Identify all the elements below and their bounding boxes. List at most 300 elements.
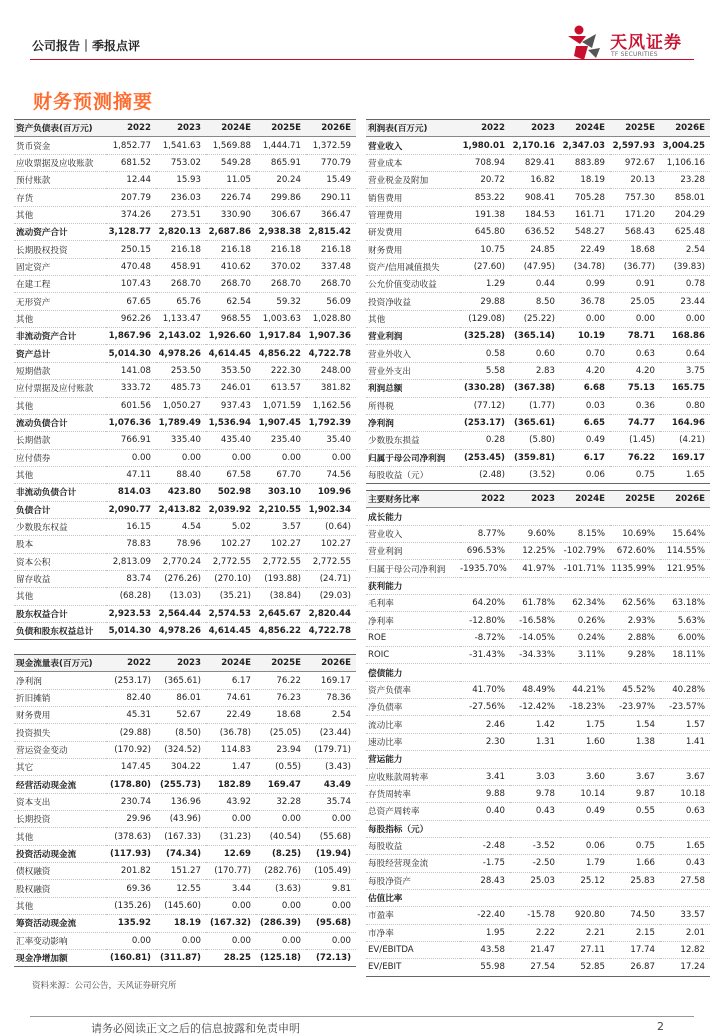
row-label: 资产负债率 <box>366 681 460 698</box>
cell-value: 2,090.77 <box>106 501 156 518</box>
cell-value: 65.76 <box>156 293 206 310</box>
cell-value: 410.62 <box>206 258 256 275</box>
page-title: 财务预测摘要 <box>33 91 154 113</box>
data-source-note: 资料来源：公司公告，天风证券研究所 <box>32 981 177 991</box>
cell-value: -1.75 <box>460 855 510 872</box>
cell-value: 1.54 <box>610 716 660 733</box>
cell-value: 136.96 <box>156 793 206 810</box>
cell-value: 86.01 <box>156 689 206 706</box>
cell-value: 23.44 <box>660 293 710 310</box>
row-label: 营业成本 <box>366 154 460 171</box>
cell-value: 62.56% <box>610 595 660 612</box>
table-row <box>366 137 710 154</box>
row-label: 净利率 <box>366 612 460 629</box>
cell-value: 708.94 <box>460 154 510 171</box>
cell-value: 299.86 <box>256 189 306 206</box>
row-label: 非流动负债合计 <box>14 484 106 501</box>
cell-value: 2.22 <box>510 924 560 941</box>
cell-value: 883.89 <box>560 154 610 171</box>
cell-value: 273.51 <box>156 206 206 223</box>
cell-value: (34.78) <box>560 258 610 275</box>
table-row <box>366 310 710 327</box>
cell-value: 2.21 <box>560 924 610 941</box>
cell-value <box>610 664 660 681</box>
table-row <box>14 466 356 483</box>
cell-value: 549.28 <box>206 154 256 171</box>
cell-value: 1,792.39 <box>306 414 356 431</box>
table-row <box>14 206 356 223</box>
cell-value: -101.71% <box>560 560 610 577</box>
cell-value: 11.05 <box>206 172 256 189</box>
table-row <box>366 595 710 612</box>
cell-value: (117.93) <box>106 845 156 862</box>
cell-value: 3.60 <box>560 768 610 785</box>
cell-value: 0.91 <box>610 276 660 293</box>
cell-value: 423.80 <box>156 484 206 501</box>
cell-value: 10.14 <box>560 785 610 802</box>
row-label: 销售费用 <box>366 189 460 206</box>
cell-value: 43.58 <box>460 941 510 958</box>
cell-value: 204.29 <box>660 206 710 223</box>
table-row <box>14 154 356 171</box>
row-label: 股东权益合计 <box>14 605 106 622</box>
table-row <box>366 699 710 716</box>
cell-value: 962.26 <box>106 310 156 327</box>
cell-value: 35.40 <box>306 432 356 449</box>
cell-value: (1.45) <box>610 432 660 449</box>
cell-value: (160.81) <box>106 949 156 966</box>
cell-value: 29.96 <box>106 811 156 828</box>
cell-value: 3.11% <box>560 647 610 664</box>
cell-value: 5,014.30 <box>106 622 156 639</box>
cell-value: 9.60% <box>510 525 560 542</box>
row-label: 资产/信用减值损失 <box>366 258 460 275</box>
cell-value: 2.46 <box>460 716 510 733</box>
cell-value: 43.49 <box>306 776 356 793</box>
cell-value: 83.74 <box>106 570 156 587</box>
cell-value: 45.52% <box>610 681 660 698</box>
table-row <box>14 224 356 241</box>
row-label: EV/EBIT <box>366 959 460 976</box>
row-label: 少数股东权益 <box>14 518 106 535</box>
cell-value: 107.43 <box>106 276 156 293</box>
cell-value: 10.75 <box>460 241 510 258</box>
row-label: 归属于母公司净利润 <box>366 449 460 466</box>
cell-value: 0.43 <box>510 803 560 820</box>
row-label: 每股净资产 <box>366 872 460 889</box>
table-row <box>366 508 710 525</box>
cell-value: 1.60 <box>560 733 610 750</box>
cell-value: 672.60% <box>610 543 660 560</box>
cell-value: (38.84) <box>256 588 306 605</box>
row-label: 筹资活动现金流 <box>14 915 106 932</box>
cell-value: -22.40 <box>460 907 510 924</box>
row-label: 偿债能力 <box>366 664 460 681</box>
cell-value: 16.15 <box>106 518 156 535</box>
cell-value: (253.17) <box>460 414 510 431</box>
cell-value: 25.03 <box>510 872 560 889</box>
cell-value: 1,569.88 <box>206 137 256 154</box>
cell-value: 0.58 <box>460 345 510 362</box>
cell-value: (13.03) <box>156 588 206 605</box>
cell-value: 458.91 <box>156 258 206 275</box>
cell-value: 1,444.71 <box>256 137 306 154</box>
column-header: 2026E <box>306 655 356 672</box>
table-title: 资产负债表(百万元) <box>14 120 106 137</box>
table-row <box>14 484 356 501</box>
cell-value: 48.49% <box>510 681 560 698</box>
cell-value: (125.18) <box>256 949 306 966</box>
cell-value <box>460 889 510 906</box>
cell-value: -31.43% <box>460 647 510 664</box>
table-row <box>14 258 356 275</box>
table-row <box>366 803 710 820</box>
table-row <box>366 560 710 577</box>
cell-value: 370.02 <box>256 258 306 275</box>
table-row <box>366 449 710 466</box>
cell-value: 67.58 <box>206 466 256 483</box>
cell-value: (367.38) <box>510 380 560 397</box>
cell-value: (0.64) <box>306 518 356 535</box>
cell-value: 74.56 <box>306 466 356 483</box>
cell-value: 2,772.55 <box>206 553 256 570</box>
cell-value: 0.00 <box>560 310 610 327</box>
cell-value: 78.83 <box>106 536 156 553</box>
row-label: 市净率 <box>366 924 460 941</box>
cell-value: 222.30 <box>256 362 306 379</box>
cell-value: 2,820.13 <box>156 224 206 241</box>
cell-value: 169.17 <box>660 449 710 466</box>
table-row <box>366 681 710 698</box>
table-row <box>14 793 356 810</box>
page-number: 2 <box>657 1020 664 1033</box>
cell-value <box>510 664 560 681</box>
cell-value: 6.17 <box>206 672 256 689</box>
table-row <box>366 855 710 872</box>
cell-value: 74.61 <box>206 689 256 706</box>
cell-value: 20.13 <box>610 172 660 189</box>
cell-value: 2,170.16 <box>510 137 560 154</box>
cell-value: 26.87 <box>610 959 660 976</box>
column-header: 2022 <box>460 491 510 508</box>
cell-value: 2.54 <box>306 707 356 724</box>
cell-value: (282.76) <box>256 863 306 880</box>
cell-value: 0.70 <box>560 345 610 362</box>
table-row <box>14 189 356 206</box>
cell-value: 20.72 <box>460 172 510 189</box>
table-row <box>366 543 710 560</box>
cell-value <box>610 820 660 837</box>
cell-value: 3,004.25 <box>660 137 710 154</box>
cell-value: 1,372.59 <box>306 137 356 154</box>
cell-value: 59.32 <box>256 293 306 310</box>
row-label: 投资活动现金流 <box>14 845 106 862</box>
column-header: 2026E <box>660 491 710 508</box>
cell-value: 41.70% <box>460 681 510 698</box>
cell-value: (8.25) <box>256 845 306 862</box>
cell-value: 381.82 <box>306 380 356 397</box>
cell-value: 4,856.22 <box>256 345 306 362</box>
cell-value: 102.27 <box>256 536 306 553</box>
column-header: 2023 <box>156 120 206 137</box>
cell-value: 4.20 <box>610 362 660 379</box>
cell-value: 4,722.78 <box>306 622 356 639</box>
cell-value: 182.89 <box>206 776 256 793</box>
cell-value: 8.77% <box>460 525 510 542</box>
cell-value: 4.54 <box>156 518 206 535</box>
financial-ratios-table <box>366 490 710 977</box>
cell-value: 268.70 <box>206 276 256 293</box>
row-label: 少数股东损益 <box>366 432 460 449</box>
logo-text-en: TF SECURITIES <box>611 51 658 58</box>
row-label: 其他 <box>366 310 460 327</box>
table-row <box>14 605 356 622</box>
table-row <box>14 362 356 379</box>
cell-value: 4,856.22 <box>256 622 306 639</box>
cell-value: 0.26% <box>560 612 610 629</box>
cell-value: 330.90 <box>206 206 256 223</box>
cell-value: 2,645.67 <box>256 605 306 622</box>
table-row <box>14 345 356 362</box>
cell-value: 12.69 <box>206 845 256 862</box>
cell-value: 250.15 <box>106 241 156 258</box>
cell-value: 2,820.44 <box>306 605 356 622</box>
column-header: 2026E <box>306 120 356 137</box>
cell-value: (4.21) <box>660 432 710 449</box>
cell-value: 45.31 <box>106 707 156 724</box>
cell-value: 28.43 <box>460 872 510 889</box>
table-row <box>14 397 356 414</box>
cell-value: 1,926.60 <box>206 328 256 345</box>
cash-flow-table <box>14 654 356 967</box>
row-label: 长期投资 <box>14 811 106 828</box>
cell-value: 2,938.38 <box>256 224 306 241</box>
cell-value: 1.41 <box>660 733 710 750</box>
row-label: 管理费用 <box>366 206 460 223</box>
table-row <box>366 466 710 483</box>
cell-value <box>560 577 610 594</box>
cell-value: 2,815.42 <box>306 224 356 241</box>
cell-value: 766.91 <box>106 432 156 449</box>
cell-value: 2,923.53 <box>106 605 156 622</box>
cell-value: 63.18% <box>660 595 710 612</box>
cell-value: 5,014.30 <box>106 345 156 362</box>
cell-value: 0.06 <box>560 466 610 483</box>
cell-value: 22.49 <box>560 241 610 258</box>
cell-value: 0.75 <box>610 466 660 483</box>
table-row <box>366 577 710 594</box>
table-row <box>14 828 356 845</box>
cell-value: 1.75 <box>560 716 610 733</box>
cell-value: (255.73) <box>156 776 206 793</box>
cell-value: 169.17 <box>306 672 356 689</box>
cell-value: 43.92 <box>206 793 256 810</box>
cell-value: 613.57 <box>256 380 306 397</box>
cell-value: 40.28% <box>660 681 710 698</box>
table-row <box>366 837 710 854</box>
table-row <box>366 328 710 345</box>
cell-value: 0.99 <box>560 276 610 293</box>
cell-value: 1.29 <box>460 276 510 293</box>
cell-value: 25.12 <box>560 872 610 889</box>
cell-value: 52.85 <box>560 959 610 976</box>
row-label: 估值比率 <box>366 889 460 906</box>
cell-value: (253.17) <box>106 672 156 689</box>
cell-value: 568.43 <box>610 224 660 241</box>
table-row <box>366 206 710 223</box>
cell-value: 121.95% <box>660 560 710 577</box>
cell-value: 814.03 <box>106 484 156 501</box>
cell-value: 5.63% <box>660 612 710 629</box>
table-row <box>366 189 710 206</box>
cell-value: 4,978.26 <box>156 622 206 639</box>
cell-value: 75.13 <box>610 380 660 397</box>
table-row <box>14 863 356 880</box>
cell-value: (359.81) <box>510 449 560 466</box>
cell-value: 17.74 <box>610 941 660 958</box>
cell-value: (129.08) <box>460 310 510 327</box>
row-label: 营业利润 <box>366 328 460 345</box>
balance-sheet-table <box>14 119 356 640</box>
cell-value <box>560 820 610 837</box>
cell-value: (3.52) <box>510 466 560 483</box>
cell-value: (74.34) <box>156 845 206 862</box>
table-title: 主要财务比率 <box>366 491 460 508</box>
cell-value: 3.44 <box>206 880 256 897</box>
cell-value: 3.67 <box>610 768 660 785</box>
row-label: 每股收益 <box>366 837 460 854</box>
cell-value: 0.00 <box>256 449 306 466</box>
cell-value: 253.50 <box>156 362 206 379</box>
table-row <box>366 733 710 750</box>
table-header-row <box>14 120 356 137</box>
row-label: 每股收益（元） <box>366 466 460 483</box>
table-row <box>366 924 710 941</box>
cell-value: 8.15% <box>560 525 610 542</box>
row-label: 营业收入 <box>366 525 460 542</box>
cell-value <box>460 664 510 681</box>
cell-value: 18.68 <box>610 241 660 258</box>
cell-value: 1,162.56 <box>306 397 356 414</box>
cell-value: (270.10) <box>206 570 256 587</box>
cell-value: (23.44) <box>306 724 356 741</box>
row-label: 无形资产 <box>14 293 106 310</box>
cell-value: -12.80% <box>460 612 510 629</box>
cell-value: 1,106.16 <box>660 154 710 171</box>
cell-value: 753.02 <box>156 154 206 171</box>
cell-value: 22.49 <box>206 707 256 724</box>
column-header: 2026E <box>660 120 710 137</box>
cell-value: 1,050.27 <box>156 397 206 414</box>
cell-value: 18.19 <box>560 172 610 189</box>
cell-value: 0.44 <box>510 276 560 293</box>
table-row <box>366 664 710 681</box>
cell-value: 15.49 <box>306 172 356 189</box>
cell-value: -12.42% <box>510 699 560 716</box>
column-header: 2023 <box>510 120 560 137</box>
cell-value: 191.38 <box>460 206 510 223</box>
cell-value: 2,143.02 <box>156 328 206 345</box>
table-row <box>14 880 356 897</box>
cell-value: (135.26) <box>106 897 156 914</box>
row-label: EV/EBITDA <box>366 941 460 958</box>
cell-value: 74.77 <box>610 414 660 431</box>
cell-value: 62.34% <box>560 595 610 612</box>
cell-value: (0.55) <box>256 759 306 776</box>
row-label: 研发费用 <box>366 224 460 241</box>
cell-value: 2.54 <box>660 241 710 258</box>
cell-value: 41.97% <box>510 560 560 577</box>
row-label: 债权融资 <box>14 863 106 880</box>
cell-value: (55.68) <box>306 828 356 845</box>
row-label: 股本 <box>14 536 106 553</box>
cell-value: 645.80 <box>460 224 510 241</box>
cell-value: (25.22) <box>510 310 560 327</box>
cell-value: (27.60) <box>460 258 510 275</box>
cell-value: (325.28) <box>460 328 510 345</box>
cell-value: 908.41 <box>510 189 560 206</box>
row-label: 营运能力 <box>366 751 460 768</box>
cell-value: 470.48 <box>106 258 156 275</box>
table-row <box>14 536 356 553</box>
cell-value: 44.21% <box>560 681 610 698</box>
cell-value: 1135.99% <box>610 560 660 577</box>
cell-value: 0.60 <box>510 345 560 362</box>
row-label: 营运资金变动 <box>14 741 106 758</box>
cell-value: 0.00 <box>206 897 256 914</box>
cell-value: 0.00 <box>610 310 660 327</box>
cell-value: 24.85 <box>510 241 560 258</box>
cell-value: (8.50) <box>156 724 206 741</box>
table-row <box>366 629 710 646</box>
table-row <box>366 276 710 293</box>
company-logo <box>566 22 706 62</box>
cell-value: 33.57 <box>660 907 710 924</box>
cell-value: 4,614.45 <box>206 345 256 362</box>
cell-value: 0.00 <box>156 449 206 466</box>
row-label: ROIC <box>366 647 460 664</box>
cell-value: (19.94) <box>306 845 356 862</box>
cell-value: (29.03) <box>306 588 356 605</box>
cell-value: (29.88) <box>106 724 156 741</box>
cell-value <box>660 820 710 837</box>
cell-value: 502.98 <box>206 484 256 501</box>
cell-value: (43.96) <box>156 811 206 828</box>
cell-value: 366.47 <box>306 206 356 223</box>
table-row <box>366 889 710 906</box>
table-row <box>366 432 710 449</box>
cell-value <box>660 664 710 681</box>
cell-value <box>660 508 710 525</box>
cell-value: 0.63 <box>660 803 710 820</box>
cell-value: 1,980.01 <box>460 137 510 154</box>
cell-value: 23.94 <box>256 741 306 758</box>
row-label: 财务费用 <box>14 707 106 724</box>
table-row <box>366 612 710 629</box>
row-label: 每股指标（元） <box>366 820 460 837</box>
cell-value: 0.00 <box>256 811 306 828</box>
row-label: 营业外收入 <box>366 345 460 362</box>
table-row <box>14 949 356 966</box>
cell-value: 2,210.55 <box>256 501 306 518</box>
cell-value: 0.28 <box>460 432 510 449</box>
table-row <box>366 380 710 397</box>
cell-value: 78.71 <box>610 328 660 345</box>
cell-value: (24.71) <box>306 570 356 587</box>
cell-value: 69.36 <box>106 880 156 897</box>
cell-value: -16.58% <box>510 612 560 629</box>
cell-value: 15.64% <box>660 525 710 542</box>
